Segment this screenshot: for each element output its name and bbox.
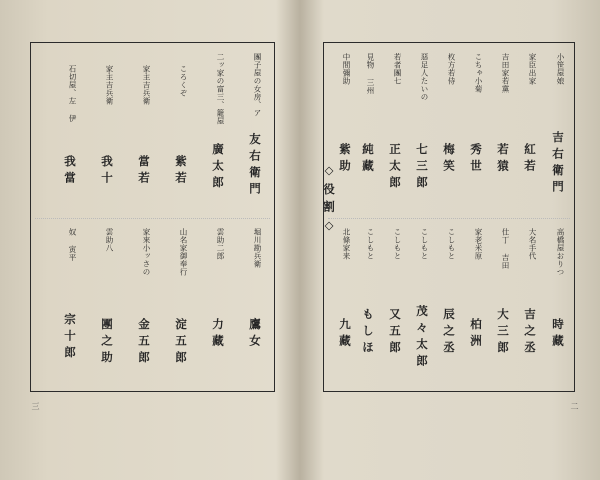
actor-name: 當若 [137, 155, 151, 188]
actor-name: 吉右衛門 [551, 131, 565, 197]
actor-name: 大三郎 [496, 308, 510, 358]
role-note: 雲助二郎 [216, 228, 225, 260]
actor-name: もしほ [361, 308, 375, 358]
role-note: 家主吉兵衛 [142, 65, 151, 105]
role-note: 惡足人たいの [420, 53, 429, 101]
actor-name: 七三郎 [415, 143, 429, 193]
actor-name: 鷹女 [248, 318, 262, 351]
role-note: 枚方若侍 [447, 53, 456, 85]
actor-name: 淀五郎 [174, 318, 188, 368]
actor-name: 我當 [63, 155, 77, 188]
role-note: 二ッ家の富三、籠屋 [216, 53, 225, 125]
role-note: 奴 寅平 [68, 228, 77, 262]
section-divider [328, 218, 570, 219]
role-note: 小笹屋娘 [556, 53, 565, 85]
actor-name: 又五郎 [388, 308, 402, 358]
actor-name: 正太郎 [388, 143, 402, 193]
actor-name: 紅若 [523, 143, 537, 176]
role-note: 若者團七 [393, 53, 402, 85]
actor-name: 若猿 [496, 143, 510, 176]
actor-name: 廣太郎 [211, 143, 225, 193]
role-note: 堀川勘兵衛 [253, 228, 262, 268]
role-note: 家老米原 [474, 228, 483, 260]
section-divider [35, 218, 270, 219]
actor-name: 宗十郎 [63, 313, 77, 363]
actor-name: 紫助 [338, 143, 352, 176]
role-note: 團子屋の女房、ア [253, 53, 262, 117]
role-note: こしもと [366, 228, 375, 260]
role-note: こしもと [420, 228, 429, 260]
actor-name: 紫若 [174, 155, 188, 188]
page-number: 二 [570, 402, 579, 410]
role-note: こしもと [393, 228, 402, 260]
role-note: 大名手代 [528, 228, 537, 260]
role-note: 吉田家若黨 [501, 53, 510, 93]
role-note: こちゃ小菊 [474, 53, 483, 93]
actor-name: 力藏 [211, 318, 225, 351]
actor-name: 秀世 [469, 143, 483, 176]
actor-name: 我十 [100, 155, 114, 188]
role-note: 家臣出家 [528, 53, 537, 85]
role-note: こしもと [447, 228, 456, 260]
role-note: 雲助八 [105, 228, 114, 252]
role-note: 家主吉兵衛 [105, 65, 114, 105]
role-note: 北條家来 [342, 228, 351, 260]
right-page-frame [323, 42, 575, 392]
role-note: 仕丁 吉田 [501, 228, 510, 270]
actor-name: 金五郎 [137, 318, 151, 368]
actor-name: 團之助 [100, 318, 114, 368]
left-page-frame [30, 42, 275, 392]
right-page [307, 12, 592, 468]
role-note: 山名家御奉行 [179, 228, 188, 276]
page-heading: ◇役割◇ [322, 163, 336, 238]
actor-name: 九藏 [338, 318, 352, 351]
left-page [8, 12, 293, 468]
actor-name: 梅笑 [442, 143, 456, 176]
role-note: ころくぞ [179, 65, 188, 97]
role-note: 見物 三州 [366, 53, 375, 95]
actor-name: 茂々太郎 [415, 305, 429, 371]
actor-name: 純藏 [361, 143, 375, 176]
actor-name: 時藏 [551, 318, 565, 351]
role-note: 石切屋、左 伊 [68, 65, 77, 123]
actor-name: 吉之丞 [523, 308, 537, 358]
page-number: 三 [31, 402, 40, 410]
role-note: 高橋屋おりつ [556, 228, 565, 276]
role-note: 家來小ッさの [142, 228, 151, 276]
actor-name: 辰之丞 [442, 308, 456, 358]
actor-name: 友右衛門 [248, 133, 262, 199]
role-note: 中間彌助 [342, 53, 351, 85]
actor-name: 柏洲 [469, 318, 483, 351]
